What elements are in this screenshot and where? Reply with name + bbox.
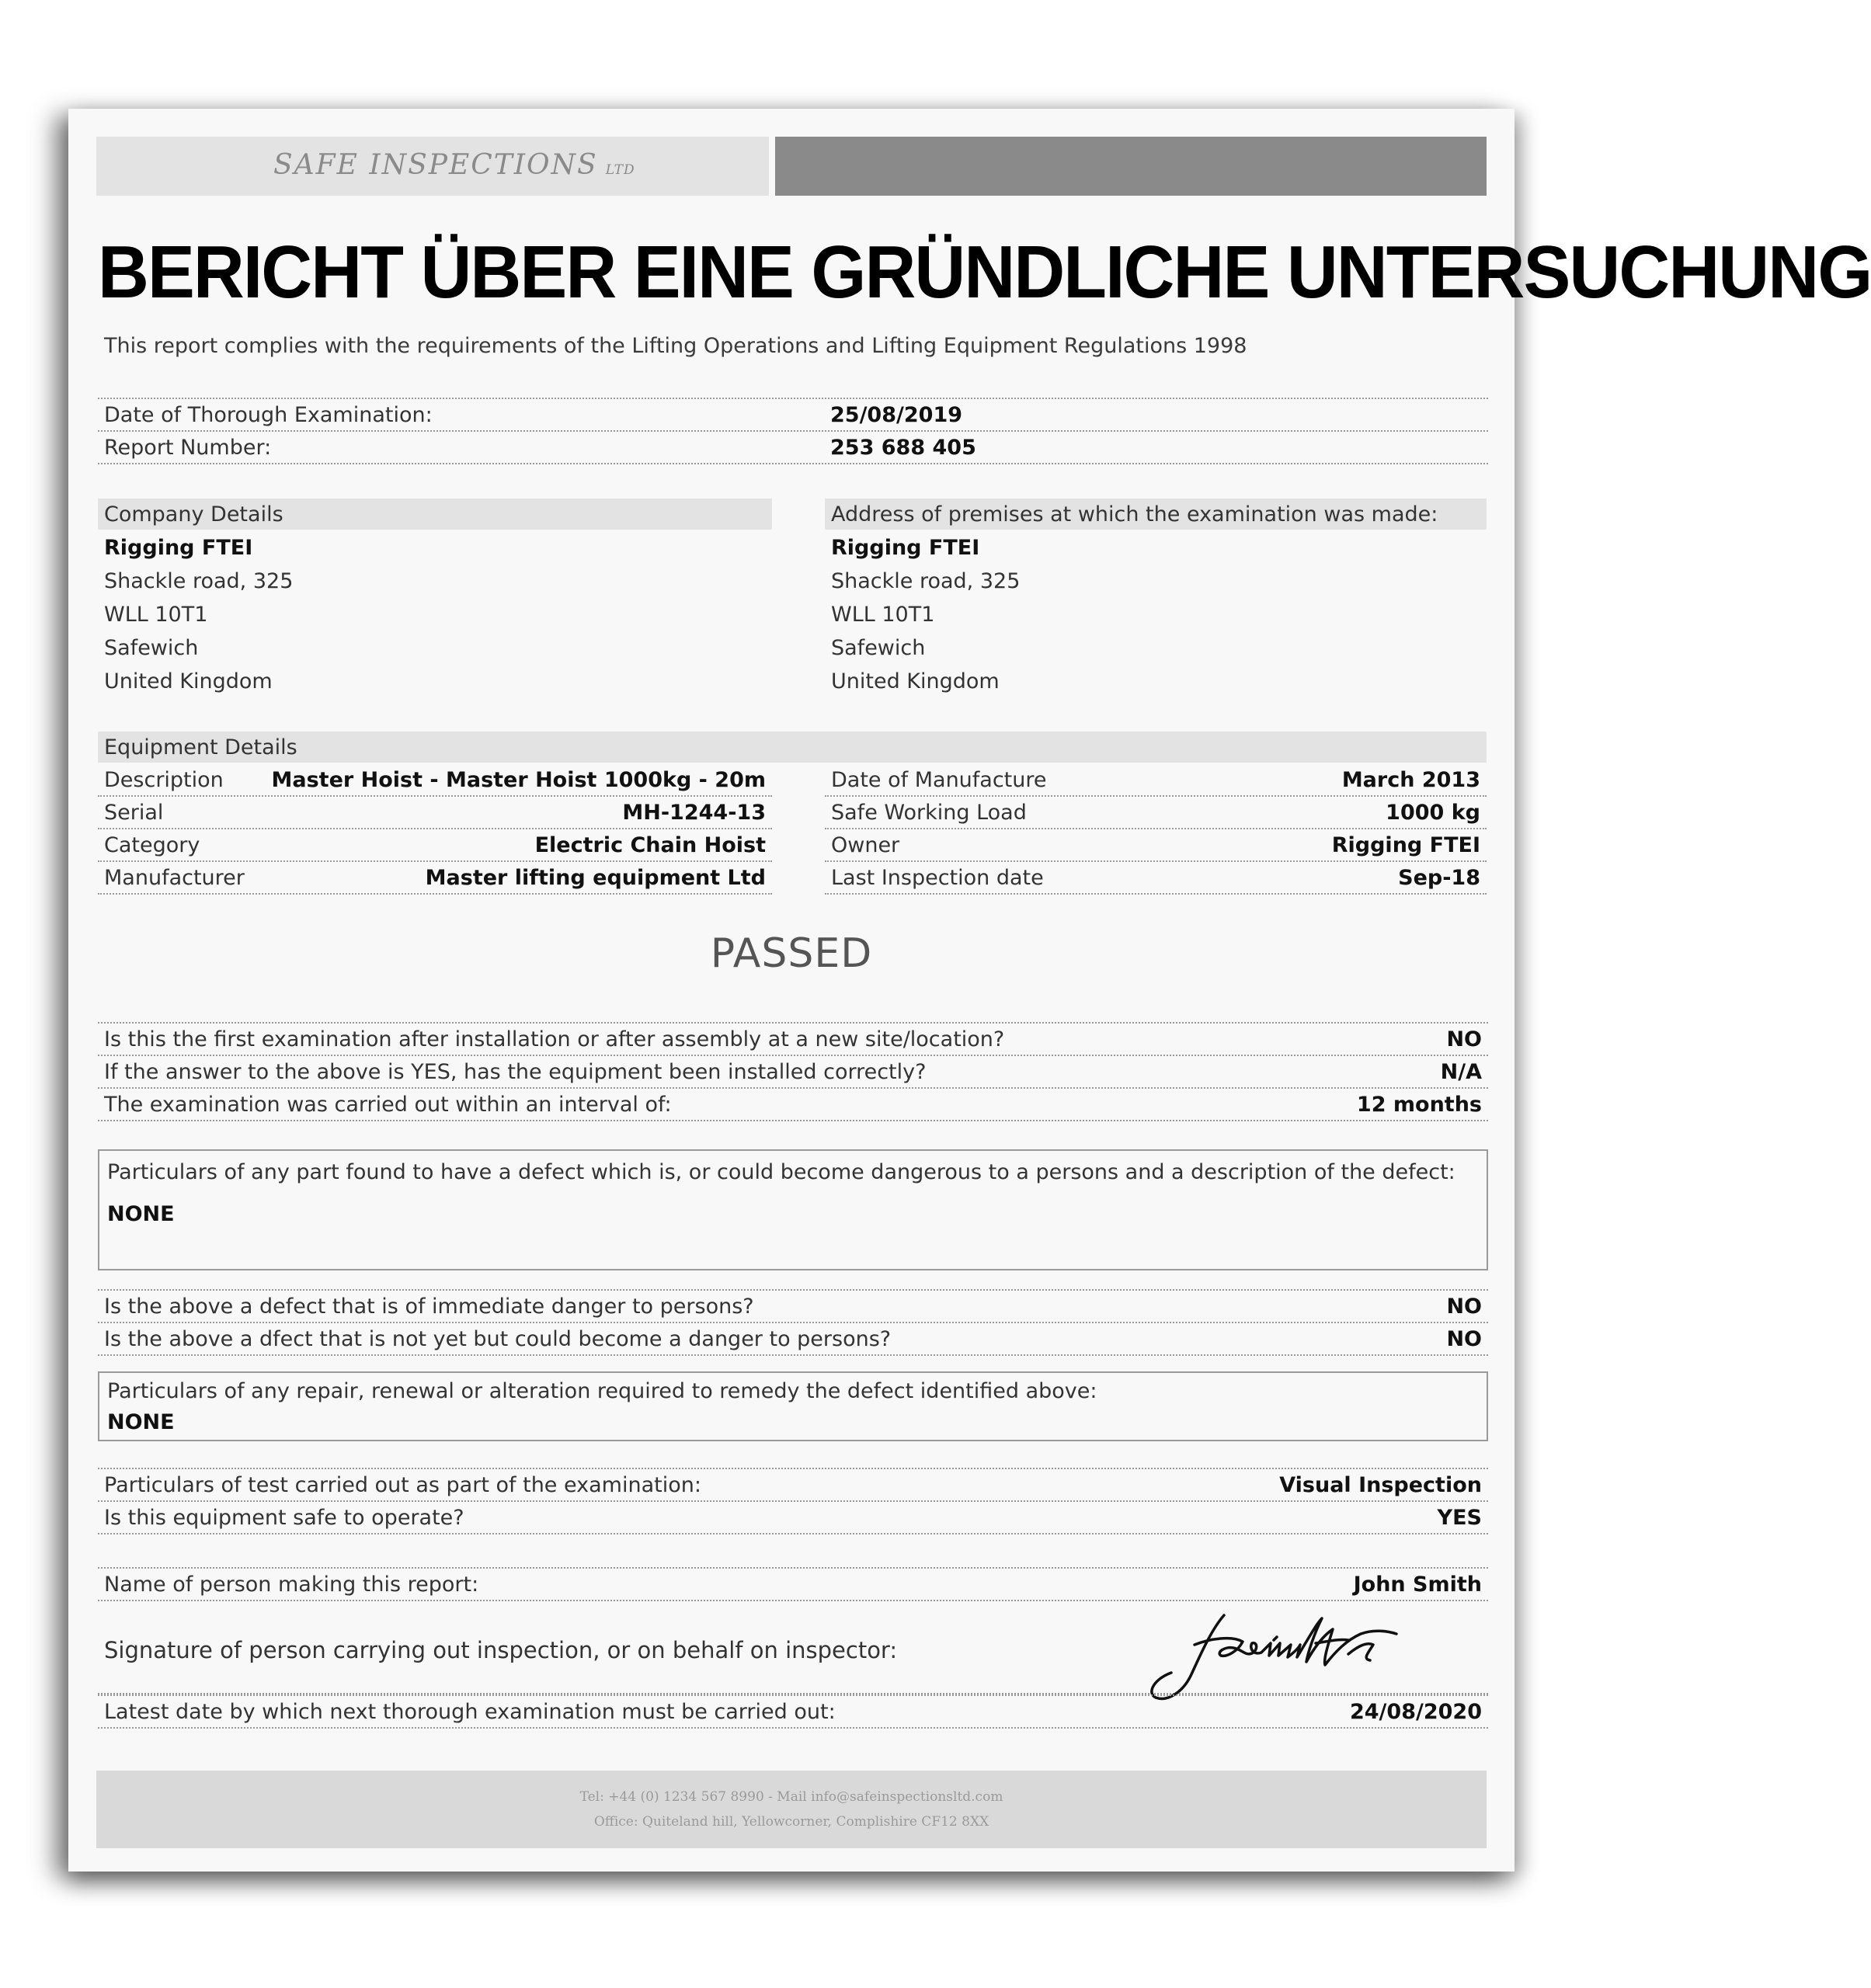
question-label: The examination was carried out within an interval of:: [104, 1092, 672, 1117]
reporter-value: John Smith: [1353, 1572, 1482, 1597]
contact-footer: [96, 1771, 1487, 1848]
question-value: NO: [1446, 1294, 1482, 1319]
company-street: Shackle road, 325: [104, 569, 294, 593]
report-document: [68, 109, 1871, 1872]
report-number-row: [98, 432, 1488, 464]
question-label: Particulars of test carried out as part of the examination:: [104, 1472, 701, 1497]
premises-wll: WLL 10T1: [831, 603, 935, 627]
company-country: United Kingdom: [104, 669, 273, 693]
equipment-value: Electric Chain Hoist: [534, 832, 766, 857]
equipment-value: MH-1244-13: [622, 800, 766, 825]
reporter-label: Name of person making this report:: [104, 1572, 479, 1597]
question-label: Is this equipment safe to operate?: [104, 1505, 464, 1530]
exam-date-value: 25/08/2019: [830, 402, 963, 427]
premises-country: United Kingdom: [831, 669, 1000, 693]
premises-name: Rigging FTEI: [831, 536, 980, 560]
question-label: Is this the first examination after installation or after assembly at a new site/location?: [104, 1027, 1005, 1051]
equipment-label: Serial: [104, 800, 164, 825]
equipment-label: Last Inspection date: [831, 865, 1044, 890]
header-accent-bar: [775, 137, 1487, 196]
equipment-details-header: Equipment Details: [98, 732, 1487, 763]
signature-label: Signature of person carrying out inspection, or on behalf on inspector:: [104, 1637, 898, 1663]
brand-name: SAFE INSPECTIONS LTD: [273, 149, 635, 181]
premises-address: [831, 531, 1020, 698]
question-row: [98, 1469, 1488, 1502]
signature-image: [1140, 1607, 1466, 1708]
equipment-value: 1000 kg: [1386, 800, 1480, 825]
question-value: NO: [1446, 1027, 1482, 1051]
equipment-label: Safe Working Load: [831, 800, 1027, 825]
question-row: [98, 1089, 1488, 1121]
question-row: [98, 1502, 1488, 1534]
equipment-value: Master lifting equipment Ltd: [425, 865, 766, 890]
equipment-label: Manufacturer: [104, 865, 245, 890]
equipment-value: Sep-18: [1398, 865, 1480, 890]
question-value: 12 months: [1356, 1092, 1482, 1117]
question-value: Visual Inspection: [1279, 1472, 1482, 1497]
footer-office-line: Office: Quiteland hill, Yellowcorner, Complishire CF12 8XX: [593, 1814, 989, 1830]
question-row: [98, 1291, 1488, 1323]
exam-date-row: [98, 399, 1488, 432]
premises-town: Safewich: [831, 636, 926, 660]
premises-header: Address of premises at which the examination was made:: [825, 499, 1487, 530]
repair-particulars-box: [98, 1371, 1488, 1441]
company-town: Safewich: [104, 636, 199, 660]
report-number-label: Report Number:: [104, 435, 272, 460]
question-row: [98, 1024, 1488, 1056]
exam-date-label: Date of Thorough Examination:: [104, 402, 433, 427]
equipment-row: [825, 829, 1487, 862]
equipment-row: [825, 764, 1487, 797]
equipment-row: [98, 797, 772, 829]
brand-header: [96, 137, 769, 196]
equipment-label: Category: [104, 832, 200, 857]
equipment-row: [98, 829, 772, 862]
question-value: YES: [1437, 1505, 1482, 1530]
footer-contact-line: Tel: +44 (0) 1234 567 8990 - Mail info@safeinspectionsltd.com: [579, 1789, 1003, 1805]
defect-particulars-value: NONE: [107, 1202, 175, 1226]
equipment-row: [98, 862, 772, 895]
status-passed: PASSED: [710, 930, 873, 977]
question-label: Is the above a defect that is of immediate danger to persons?: [104, 1294, 754, 1319]
question-label: Is the above a dfect that is not yet but could become a danger to persons?: [104, 1326, 892, 1351]
next-exam-label: Latest date by which next thorough examination must be carried out:: [104, 1699, 836, 1724]
repair-particulars-label: Particulars of any repair, renewal or alteration required to remedy the defect identified above:: [107, 1379, 1097, 1403]
equipment-label: Owner: [831, 832, 900, 857]
equipment-value: March 2013: [1341, 767, 1480, 792]
next-exam-row: [98, 1696, 1488, 1729]
defect-particulars-label: Particulars of any part found to have a defect which is, or could become dangerous to a persons and a description of the defect:: [107, 1160, 1455, 1184]
document-title: BERICHT ÜBER EINE GRÜNDLICHE UNTERSUCHUNG: [98, 231, 1871, 314]
document-subtitle: This report complies with the requirements of the Lifting Operations and Lifting Equipment Regulations 1998: [104, 334, 1247, 358]
equipment-label: Description: [104, 767, 224, 792]
premises-street: Shackle road, 325: [831, 569, 1021, 593]
company-wll: WLL 10T1: [104, 603, 208, 627]
next-exam-value: 24/08/2020: [1349, 1699, 1482, 1724]
question-label: If the answer to the above is YES, has the equipment been installed correctly?: [104, 1059, 927, 1084]
company-name: Rigging FTEI: [104, 536, 253, 560]
company-details-header: Company Details: [98, 499, 772, 530]
equipment-row: [825, 797, 1487, 829]
equipment-label: Date of Manufacture: [831, 767, 1047, 792]
question-value: NO: [1446, 1326, 1482, 1351]
equipment-value: Master Hoist - Master Hoist 1000kg - 20m: [271, 767, 766, 792]
question-value: N/A: [1440, 1059, 1482, 1084]
company-address: [104, 531, 293, 698]
equipment-value: Rigging FTEI: [1331, 832, 1480, 857]
equipment-row: [98, 764, 772, 797]
equipment-row: [825, 862, 1487, 895]
report-number-value: 253 688 405: [830, 435, 976, 460]
question-row: [98, 1056, 1488, 1089]
defect-particulars-box: [98, 1149, 1488, 1270]
reporter-row: [98, 1569, 1488, 1601]
question-row: [98, 1323, 1488, 1356]
repair-particulars-value: NONE: [107, 1410, 175, 1434]
